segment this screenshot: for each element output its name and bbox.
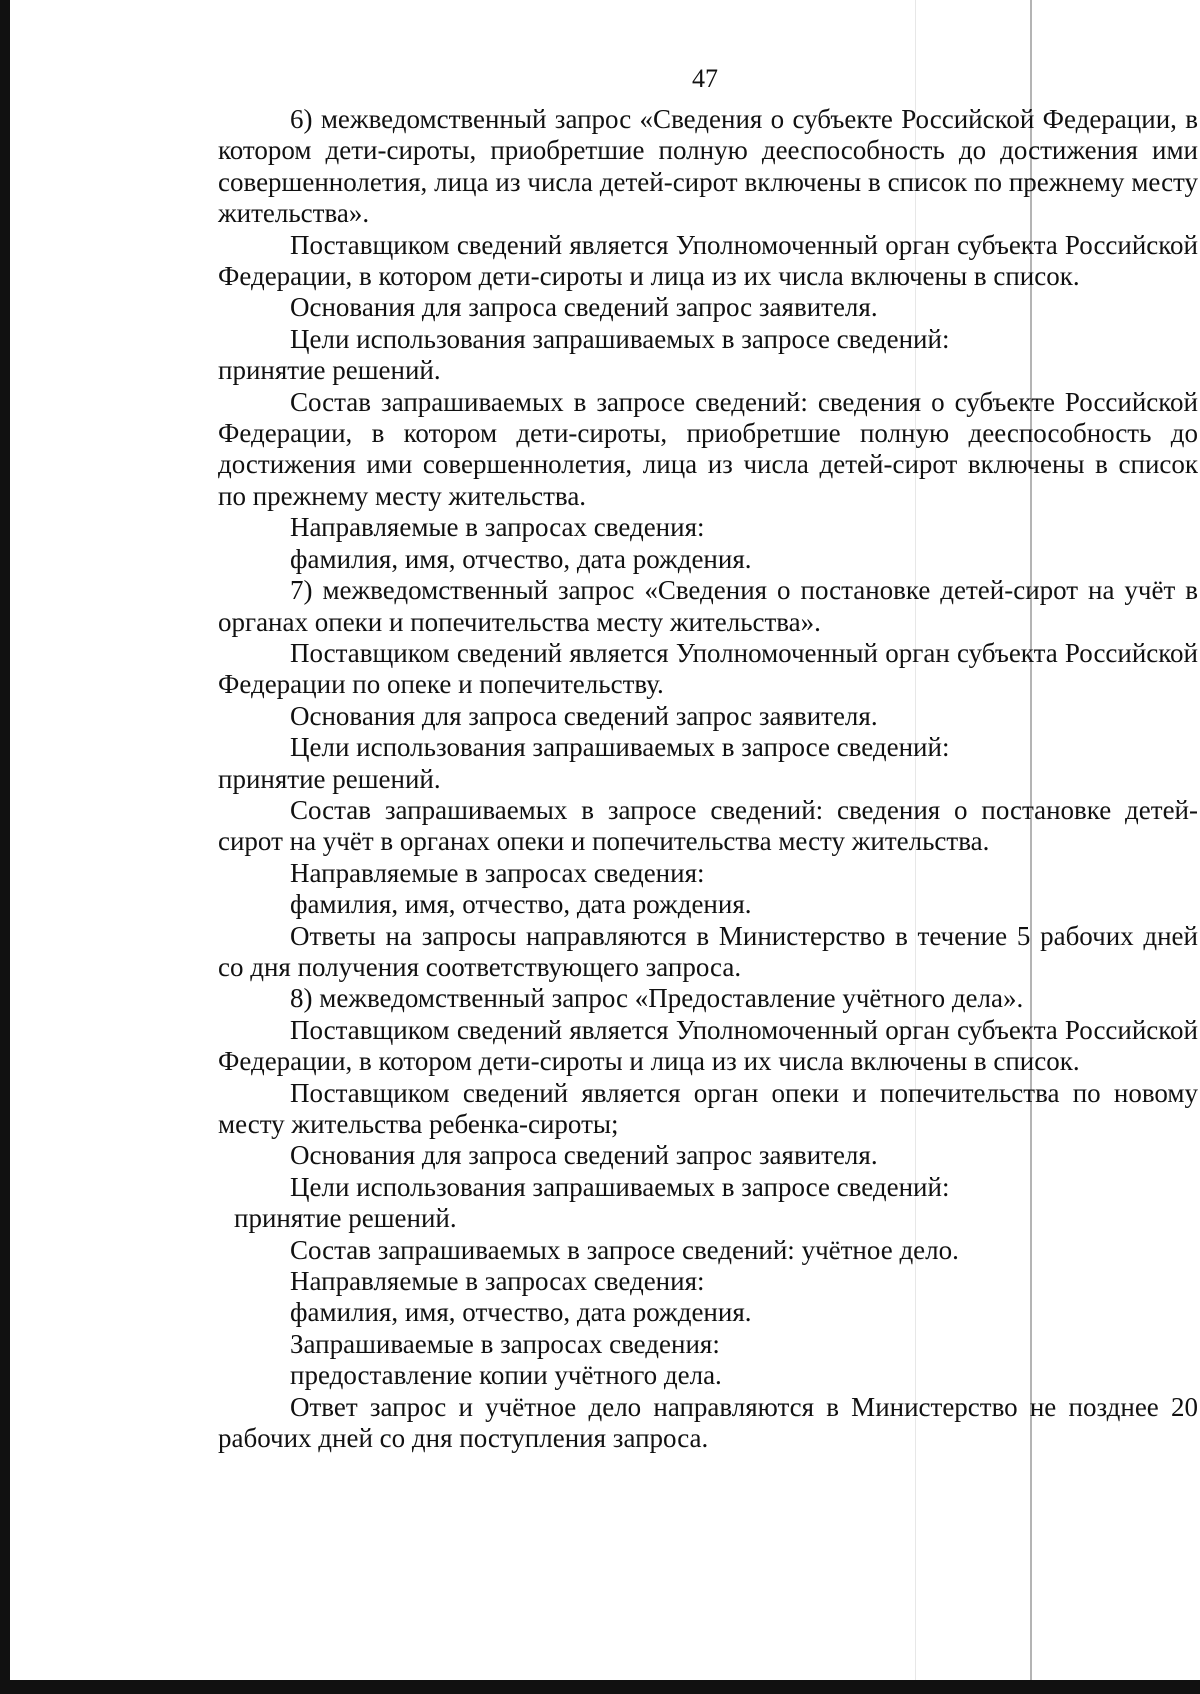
paragraph: Основания для запроса сведений запрос заявителя. <box>290 292 878 323</box>
paragraph: Цели использования запрашиваемых в запросе сведений: <box>290 323 950 354</box>
paragraph: Направляемые в запросах сведения: <box>290 512 705 543</box>
paragraph: Состав запрашиваемых в запросе сведений: сведения о субъекте Российской Федерации, в котором дети-сироты, приобретшие полную дееспособность до достижения ими совершеннолетия, лица из числа детей-сирот включены в список по прежнему месту жительства. <box>218 386 1198 511</box>
paragraph: 7) межведомственный запрос «Сведения о постановке детей-сирот на учёт в органах опеки и попечительства месту жительства». <box>218 575 1198 637</box>
paragraph: Состав запрашиваемых в запросе сведений: сведения о постановке детей-сирот на учёт в органах опеки и попечительства месту жительства. <box>218 794 1198 857</box>
paragraph: фамилия, имя, отчество, дата рождения. <box>290 1297 752 1328</box>
paragraph: фамилия, имя, отчество, дата рождения. <box>290 889 752 920</box>
paragraph: Поставщиком сведений является орган опеки и попечительства по новому месту жительства ребенка-сироты; <box>218 1077 1198 1139</box>
scan-bottom-border <box>0 1680 1200 1694</box>
paragraph: предоставление копии учётного дела. <box>290 1360 722 1391</box>
paragraph: Поставщиком сведений является Уполномоченный орган субъекта Российской Федерации, в котором дети-сироты и лица из их числа включены в список. <box>218 229 1198 292</box>
paragraph: Направляемые в запросах сведения: <box>290 1266 705 1297</box>
paragraph: Ответ запрос и учётное дело направляются в Министерство не позднее 20 рабочих дней со дня поступления запроса. <box>218 1391 1198 1454</box>
paragraph: Основания для запроса сведений запрос заявителя. <box>290 700 878 731</box>
paragraph: Направляемые в запросах сведения: <box>290 857 705 888</box>
paragraph: принятие решений. <box>234 1203 457 1234</box>
paragraph: Цели использования запрашиваемых в запросе сведений: <box>290 1171 950 1202</box>
document-body <box>218 104 1198 1454</box>
paragraph: Состав запрашиваемых в запросе сведений: учётное дело. <box>290 1234 959 1265</box>
paragraph: принятие решений. <box>218 763 441 794</box>
paragraph: Поставщиком сведений является Уполномоченный орган субъекта Российской Федерации по опеке и попечительству. <box>218 637 1198 700</box>
scan-left-border <box>0 0 10 1694</box>
paragraph: 8) межведомственный запрос «Предоставление учётного дела». <box>290 983 1024 1014</box>
paragraph: фамилия, имя, отчество, дата рождения. <box>290 543 752 574</box>
paragraph: Поставщиком сведений является Уполномоченный орган субъекта Российской Федерации, в котором дети-сироты и лица из их числа включены в список. <box>218 1014 1198 1077</box>
page-number: 47 <box>692 64 718 93</box>
paragraph: принятие решений. <box>218 355 441 386</box>
paragraph: Запрашиваемые в запросах сведения: <box>290 1328 720 1359</box>
paragraph: Ответы на запросы направляются в Министерство в течение 5 рабочих дней со дня получения соответствующего запроса. <box>218 920 1198 982</box>
paragraph: Цели использования запрашиваемых в запросе сведений: <box>290 732 950 763</box>
paragraph: Основания для запроса сведений запрос заявителя. <box>290 1140 878 1171</box>
paragraph: 6) межведомственный запрос «Сведения о субъекте Российской Федерации, в котором дети-сироты, приобретшие полную дееспособность до достижения ими совершеннолетия, лица из числа детей-сирот включены в список по прежнему месту жительства». <box>218 104 1198 229</box>
